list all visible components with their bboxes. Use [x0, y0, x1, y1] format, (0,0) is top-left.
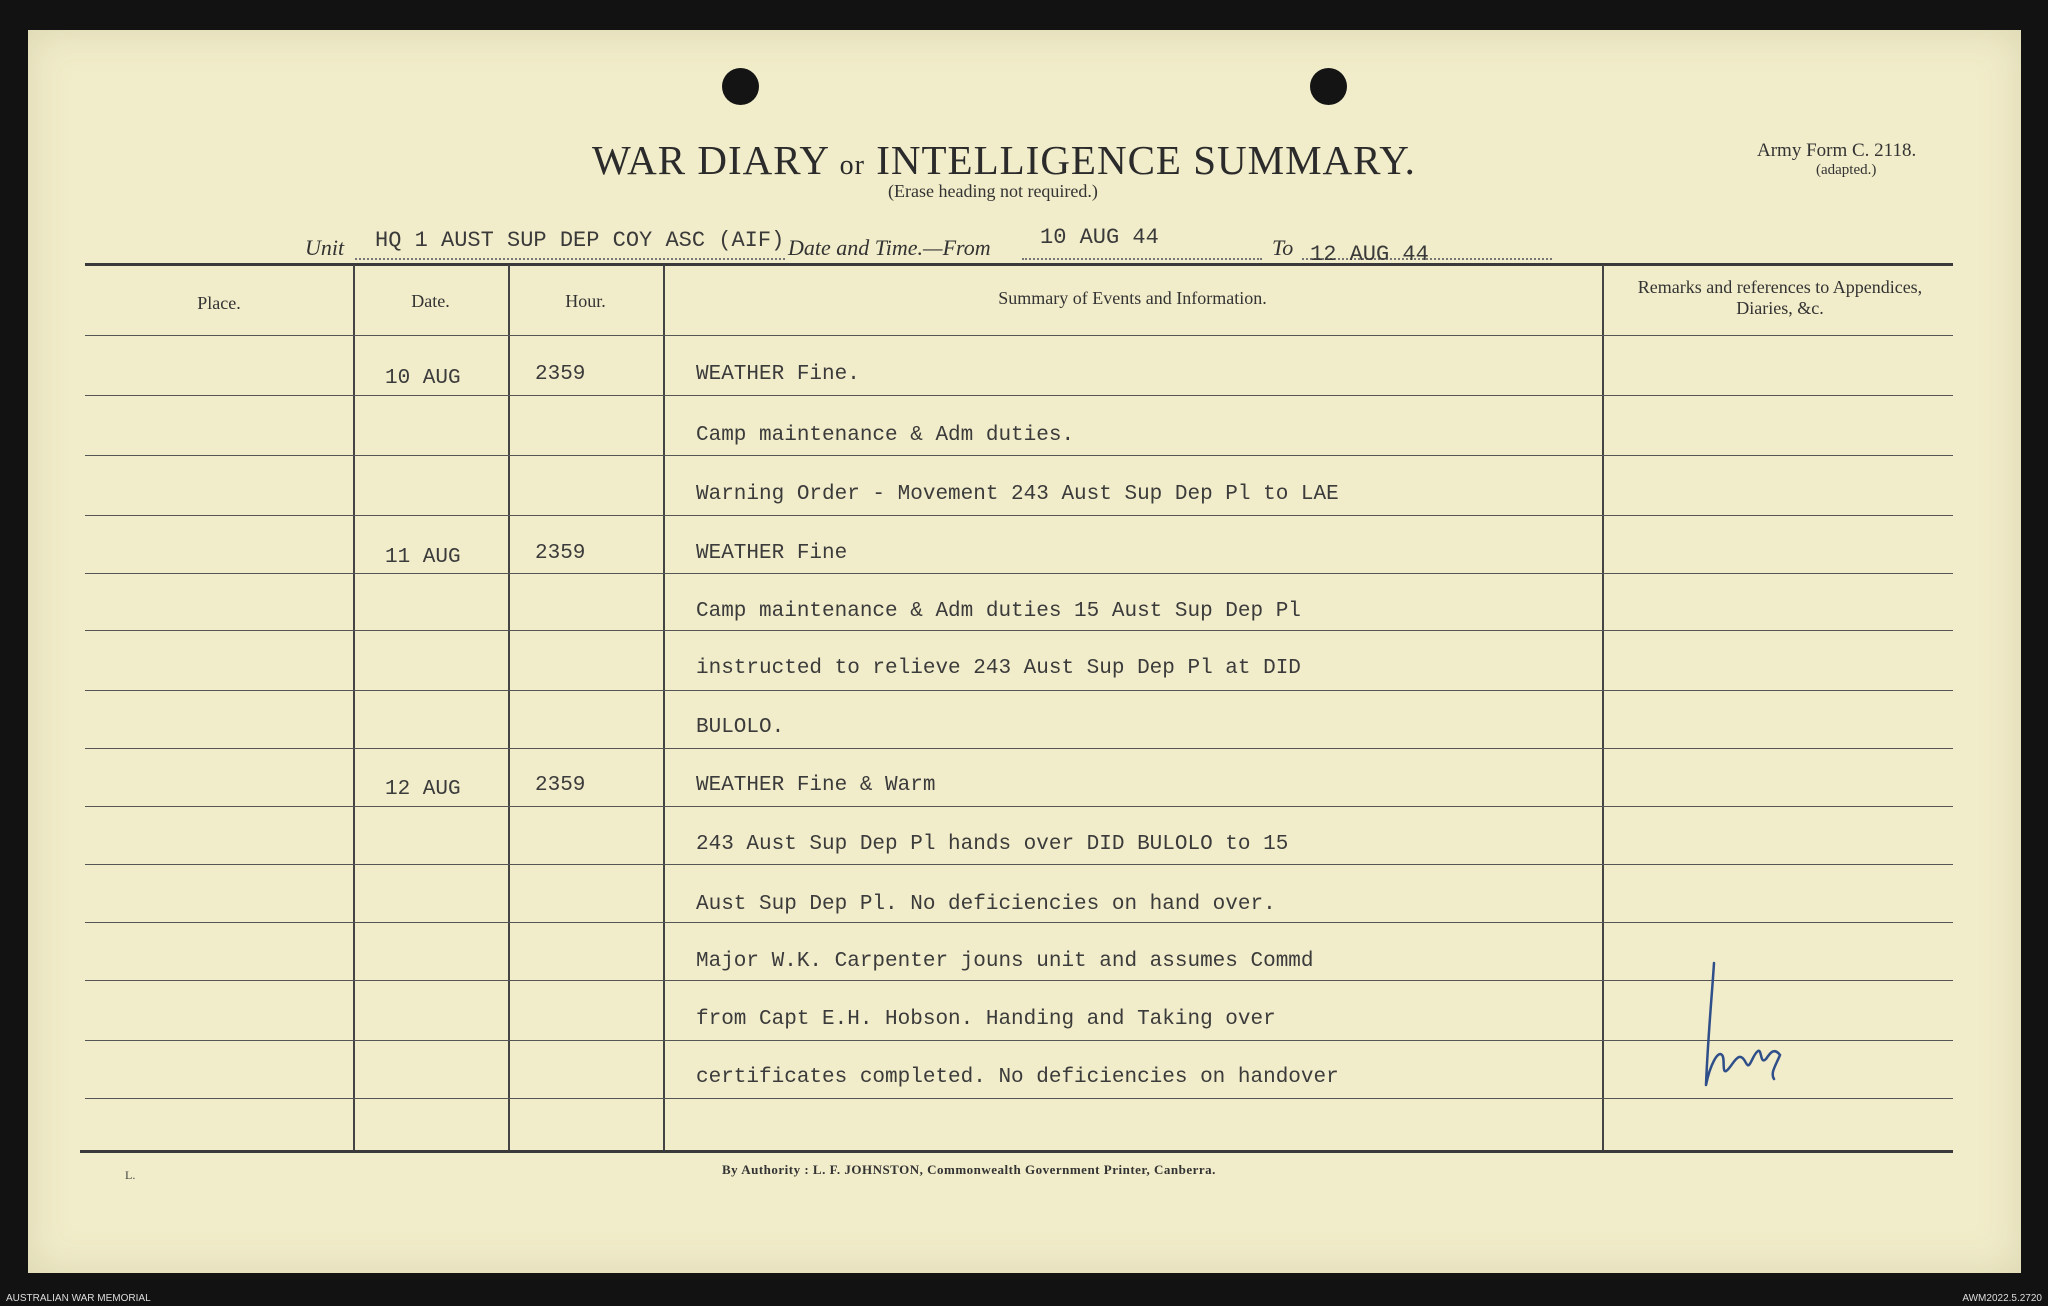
entry-summary: 243 Aust Sup Dep Pl hands over DID BULOLO to 15 [696, 833, 1289, 856]
archive-label: AUSTRALIAN WAR MEMORIAL [6, 1293, 151, 1304]
unit-dotted-line [355, 258, 785, 260]
entry-summary: certificates completed. No deficiencies on handover [696, 1066, 1339, 1089]
ruled-line [85, 630, 1953, 631]
column-divider [1602, 265, 1604, 1150]
column-header-place: Place. [197, 293, 241, 313]
title-part-2: INTELLIGENCE SUMMARY. [876, 137, 1416, 183]
handwritten-signature [1700, 955, 1800, 1105]
printer-authority: By Authority : L. F. JOHNSTON, Commonwealth Government Printer, Canberra. [722, 1162, 1216, 1177]
entry-summary: BULOLO. [696, 716, 785, 739]
unit-label: Unit [305, 235, 345, 260]
entry-summary: Warning Order - Movement 243 Aust Sup Dep Pl to LAE [696, 483, 1339, 506]
entry-date: 12 AUG [385, 778, 461, 801]
ruled-line [85, 690, 1953, 691]
column-header-summary: Summary of Events and Information. [998, 288, 1267, 308]
army-form-number: Army Form C. 2118. [1757, 140, 1917, 161]
table-top-border [85, 263, 1953, 266]
form-title [592, 136, 1416, 184]
entry-hour: 2359 [535, 774, 586, 797]
ruled-line [85, 515, 1953, 516]
entry-hour: 2359 [535, 363, 586, 386]
ruled-line [85, 748, 1953, 749]
title-or: or [839, 150, 865, 181]
to-date-value: 12 AUG 44 [1310, 242, 1429, 267]
date-time-label: Date and Time.—From [788, 235, 991, 260]
table-bottom-border [80, 1150, 1953, 1153]
form-subtitle: (Erase heading not required.) [888, 181, 1098, 201]
ruled-line [85, 864, 1953, 865]
ruled-line [85, 335, 1953, 336]
column-divider [353, 265, 355, 1150]
unit-value: HQ 1 AUST SUP DEP COY ASC (AIF) [375, 228, 785, 253]
from-dotted-line [1022, 258, 1262, 260]
ruled-line [85, 395, 1953, 396]
column-header-remarks: Remarks and references to Appendices, Diaries, &c. [1637, 277, 1923, 318]
entry-date: 11 AUG [385, 546, 461, 569]
entry-summary: instructed to relieve 243 Aust Sup Dep Pl at DID [696, 657, 1301, 680]
entry-summary: WEATHER Fine. [696, 363, 860, 386]
entry-hour: 2359 [535, 542, 586, 565]
column-header-hour: Hour. [565, 291, 606, 311]
entry-summary: from Capt E.H. Hobson. Handing and Taking over [696, 1008, 1276, 1031]
ruled-line [85, 455, 1953, 456]
entry-summary: WEATHER Fine & Warm [696, 774, 936, 797]
ruled-line [85, 1098, 1953, 1099]
from-date-value: 10 AUG 44 [1040, 225, 1159, 250]
entry-summary: WEATHER Fine [696, 542, 848, 565]
ruled-line [85, 1040, 1953, 1041]
ruled-line [85, 806, 1953, 807]
ruled-line [85, 980, 1953, 981]
ruled-line [85, 922, 1953, 923]
entry-summary: Aust Sup Dep Pl. No deficiencies on hand over. [696, 893, 1276, 916]
punch-hole [1310, 68, 1347, 105]
punch-hole [722, 68, 759, 105]
entry-date: 10 AUG [385, 367, 461, 390]
entry-summary: Major W.K. Carpenter jouns unit and assumes Commd [696, 950, 1314, 973]
to-label: To [1272, 235, 1294, 260]
column-divider [663, 265, 665, 1150]
entry-summary: Camp maintenance & Adm duties. [696, 424, 1075, 447]
form-letter: L. [125, 1168, 136, 1182]
archive-reference: AWM2022.5.2720 [1962, 1293, 2042, 1304]
column-header-date: Date. [411, 291, 450, 311]
column-divider [508, 265, 510, 1150]
title-part-1: WAR DIARY [592, 137, 829, 183]
ruled-line [85, 573, 1953, 574]
entry-summary: Camp maintenance & Adm duties 15 Aust Sup Dep Pl [696, 600, 1301, 623]
army-form-adapted: (adapted.) [1816, 162, 1877, 178]
